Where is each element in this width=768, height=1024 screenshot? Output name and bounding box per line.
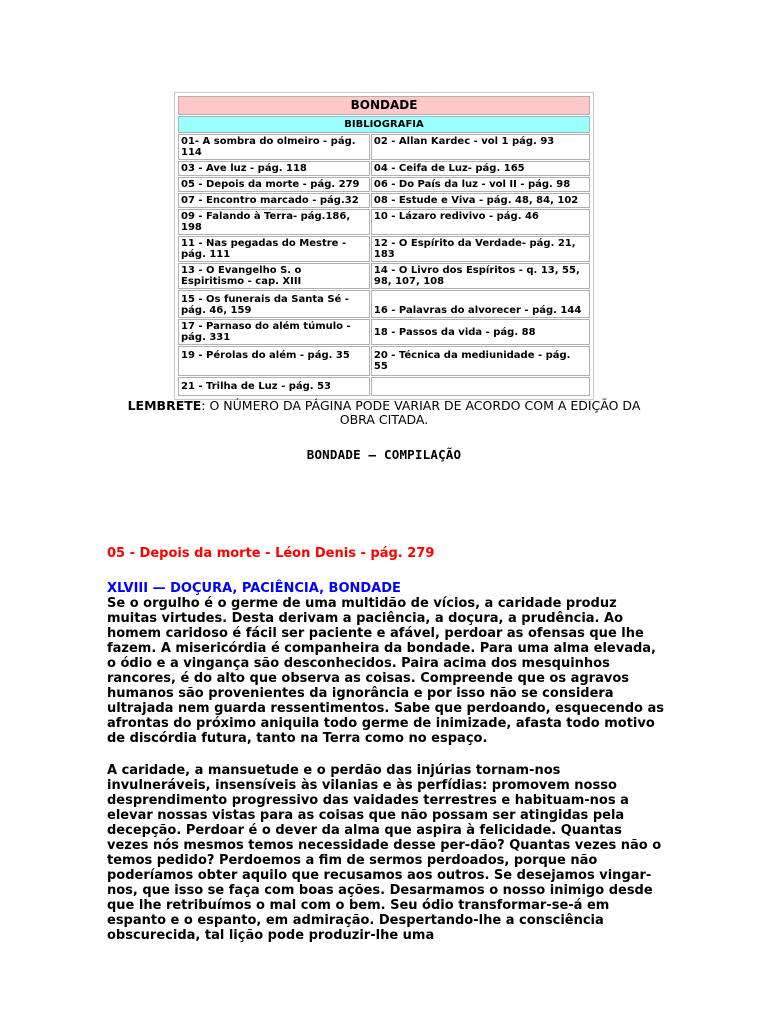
table-cell: 11 - Nas pegadas do Mestre - pág. 111 (178, 236, 370, 262)
table-row (178, 346, 590, 376)
table-row (178, 263, 590, 289)
bibliography-table (177, 95, 591, 397)
table-cell: 14 - O Livro dos Espíritos - q. 13, 55, 98, 107, 108 (371, 263, 590, 289)
table-row (178, 236, 590, 262)
bibliography-title: BONDADE (178, 96, 590, 115)
table-row (178, 193, 590, 208)
table-row (178, 319, 590, 345)
table-cell: 16 - Palavras do alvorecer - pág. 144 (371, 290, 590, 318)
table-cell: 06 - Do País da luz - vol II - pág. 98 (371, 177, 590, 192)
table-cell: 21 - Trilha de Luz - pág. 53 (178, 377, 370, 396)
bibliography-subtitle: BIBLIOGRAFIA (178, 116, 590, 133)
table-cell: 13 - O Evangelho S. o Espiritismo - cap. XIII (178, 263, 370, 289)
compilation-title: BONDADE – COMPILAÇÃO (306, 447, 462, 462)
reminder-note (110, 399, 658, 427)
table-cell: 17 - Parnaso do além túmulo - pág. 331 (178, 319, 370, 345)
table-cell: 12 - O Espírito da Verdade- pág. 21, 183 (371, 236, 590, 262)
chapter-heading: XLVIII — DOÇURA, PACIÊNCIA, BONDADE (107, 581, 401, 596)
table-row (178, 209, 590, 235)
table-cell: 07 - Encontro marcado - pág.32 (178, 193, 370, 208)
table-row (178, 177, 590, 192)
table-cell: 19 - Pérolas do além - pág. 35 (178, 346, 370, 376)
table-cell: 08 - Estude e Viva - pág. 48, 84, 102 (371, 193, 590, 208)
table-cell: 04 - Ceifa de Luz- pág. 165 (371, 161, 590, 176)
table-cell: 10 - Lázaro redivivo - pág. 46 (371, 209, 590, 235)
table-cell: 09 - Falando à Terra- pág.186, 198 (178, 209, 370, 235)
table-cell: 02 - Allan Kardec - vol 1 pág. 93 (371, 134, 590, 160)
table-cell: 15 - Os funerais da Santa Sé - pág. 46, 159 (178, 290, 370, 318)
reminder-label: LEMBRETE (127, 398, 202, 413)
body-paragraph: Se o orgulho é o germe de uma multidão de vícios, a caridade produz muitas virtudes. Desta derivam a paciência, a doçura, a prudência. Ao homem caridoso é fácil ser paciente e afável, perdoar as ofensas que lhe fazem. A misericórdia é companheira da bondade. Para uma alma elevada, o ódio e a vingança são desconhecidos. Paira acima dos mesquinhos rancores, é do alto que observa as coisas. Compreende que os agravos humanos são provenientes da ignorância e por isso não se considera ultrajada nem guarda ressentimentos. Sabe que perdoando, esquecendo as afrontas do próximo aniquila todo germe de inimizade, afasta todo motivo de discórdia futura, tanto na Terra como no espaço. (107, 596, 665, 746)
table-cell: 03 - Ave luz - pág. 118 (178, 161, 370, 176)
table-row (178, 377, 590, 396)
reminder-text: : O NÚMERO DA PÁGINA PODE VARIAR DE ACORDO COM A EDIÇÃO DA OBRA CITADA. (201, 398, 641, 427)
table-cell (371, 377, 590, 396)
table-cell: 20 - Técnica da mediunidade - pág. 55 (371, 346, 590, 376)
table-cell: 05 - Depois da morte - pág. 279 (178, 177, 370, 192)
table-row (178, 290, 590, 318)
table-row (178, 134, 590, 160)
table-cell: 18 - Passos da vida - pág. 88 (371, 319, 590, 345)
table-row (178, 161, 590, 176)
bibliography-table-frame (174, 92, 594, 400)
table-cell: 01- A sombra do olmeiro - pág. 114 (178, 134, 370, 160)
source-reference: 05 - Depois da morte - Léon Denis - pág. 279 (107, 546, 435, 561)
body-paragraph: A caridade, a mansuetude e o perdão das injúrias tornam-nos invulneráveis, insensíveis às vilanias e às perfídias: promovem nosso desprendimento progressivo das vaidades terrestres e habituam-nos a elevar nossas vistas para as coisas que não possam ser atingidas pela decepção. Perdoar é o dever da alma que aspira à felicidade. Quantas vezes nós mesmos temos necessidade desse per-dão? Quantas vezes não o temos pedido? Perdoemos a fim de sermos perdoados, porque não poderíamos obter aquilo que recusamos aos outros. Se desejamos vingar-nos, que isso se faça com boas ações. Desarmamos o nosso inimigo desde que lhe retribuímos o mal com o bem. Seu ódio transformar-se-á em espanto e o espanto, em admiração. Despertando-lhe a consciência obscurecida, tal lição pode produzir-lhe uma (107, 763, 662, 943)
